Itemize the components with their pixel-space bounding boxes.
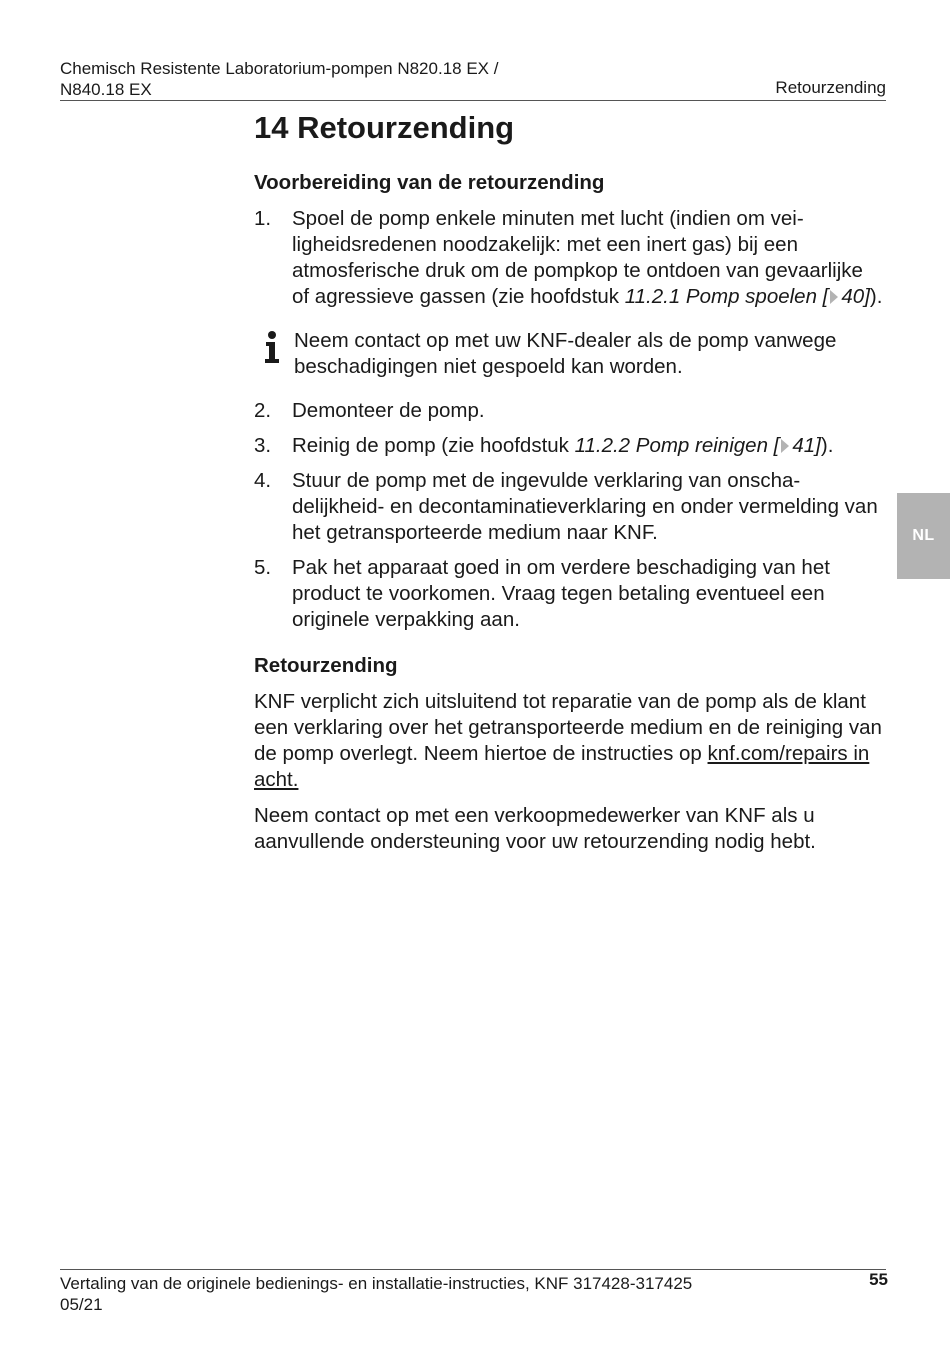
step-number: 1. — [254, 207, 272, 230]
step-number: 3. — [254, 434, 272, 457]
header-title-line-1: Chemisch Resistente Laboratorium-pompen N820.18 EX / — [60, 59, 499, 78]
footer-text — [60, 1273, 780, 1315]
repairs-link[interactable]: knf.com/repairs in acht. — [254, 742, 870, 791]
header-document-title — [60, 58, 580, 100]
info-note — [254, 328, 884, 380]
step-1: 1. Spoel de pomp enkele minuten met lucht (indien om veiligheidsredenen noodzakelijk: met een inert gas) bij een atmosferische druk om de pompkop te ontdoen van gevaarlijke of agressieve gassen (zie hoofdstuk 11.2.1 Pomp spoelen [ 40]). — [254, 207, 883, 308]
header-title-line-2: N840.18 EX — [60, 80, 152, 99]
step-5 — [254, 555, 884, 633]
header-divider — [60, 100, 886, 101]
steps-list — [254, 206, 884, 310]
step-2 — [254, 398, 884, 424]
step-text: Stuur de pomp met de ingevulde verklaring van onschadelijkheid- en decontaminatieverklaring en onder vermelding van het getransporteerde medium naar KNF. — [292, 469, 878, 544]
section-heading-return: Retourzending — [254, 654, 398, 677]
info-note-text: Neem contact op met uw KNF-dealer als de pomp vanwege beschadigingen niet gespoeld kan worden. — [294, 329, 837, 378]
step-number: 4. — [254, 469, 272, 492]
reference-arrow-icon — [830, 290, 838, 304]
footer-line-1: Vertaling van de originele bedienings- en installatie-instructies, KNF 317428-317425 — [60, 1274, 693, 1293]
chapter-title: 14 Retourzending — [254, 110, 515, 145]
main-content — [254, 108, 884, 865]
step-number: 5. — [254, 556, 272, 579]
footer-line-2: 05/21 — [60, 1295, 103, 1314]
language-tab: NL — [897, 493, 950, 579]
return-paragraph-1: KNF verplicht zich uitsluitend tot reparatie van de pomp als de klant een verklaring over het getransporteerde medium en de reiniging van de pomp overlegt. Neem hiertoe de instructies op knf.com/repairs in acht. — [254, 690, 882, 791]
header-section-name: Retourzending — [775, 78, 886, 97]
cross-reference[interactable]: 11.2.1 Pomp spoelen [ 40] — [624, 285, 870, 308]
steps-list-continued — [254, 398, 884, 633]
footer-divider — [60, 1269, 886, 1270]
step-text: Spoel de pomp enkele minuten met lucht (indien om veiligheidsredenen noodzakelijk: met een inert gas) bij een atmosferische druk om de pompkop te ontdoen van gevaarlijke of agressieve gassen (zie hoofdstuk — [292, 207, 863, 308]
step-text: Demonteer de pomp. — [292, 399, 485, 422]
section-heading-preparation: Voorbereiding van de retourzending — [254, 171, 605, 194]
step-text: Reinig de pomp (zie hoofdstuk — [292, 434, 575, 457]
page-number: 55 — [869, 1270, 888, 1289]
step-number: 2. — [254, 399, 272, 422]
step-3: 3. Reinig de pomp (zie hoofdstuk 11.2.2 Pomp reinigen [ 41]). — [254, 434, 834, 457]
step-text: Pak het apparaat goed in om verdere beschadiging van het product te voorkomen. Vraag tegen betaling eventueel een originele verpakking aan. — [292, 556, 830, 631]
step-4 — [254, 468, 884, 546]
info-icon — [260, 330, 284, 366]
return-paragraph-2: Neem contact op met een verkoopmedewerker van KNF als u aanvullende ondersteuning voor uw retourzending nodig hebt. — [254, 804, 816, 853]
reference-arrow-icon — [781, 439, 789, 453]
cross-reference[interactable]: 11.2.2 Pomp reinigen [ 41] — [574, 434, 821, 457]
